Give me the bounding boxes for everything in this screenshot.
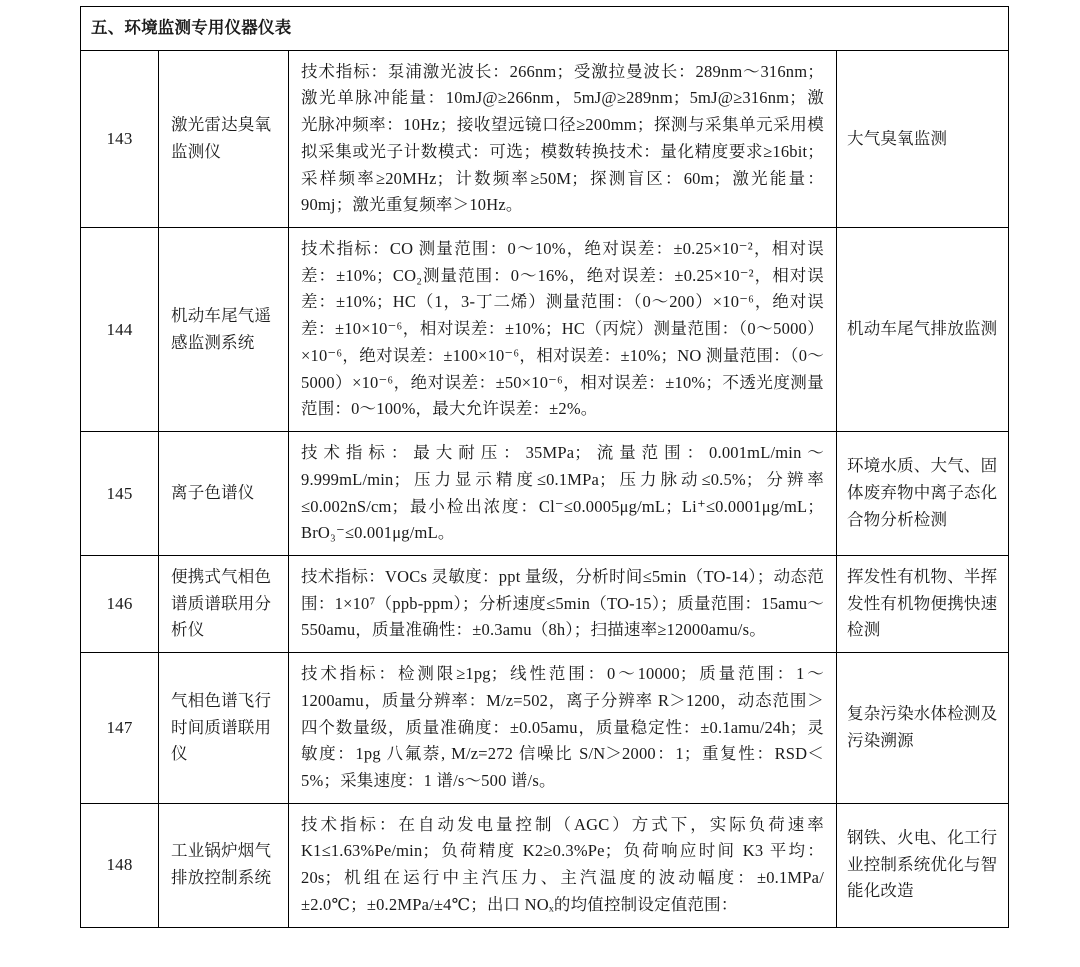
row-application: 钢铁、火电、化工行业控制系统优化与智能化改造 <box>837 803 1009 927</box>
row-specification: 技术指标：在自动发电量控制（AGC）方式下，实际负荷速率 K1≤1.63%Pe/min；负荷精度 K2≥0.3%Pe；负荷响应时间 K3 平均：20s；机组在运行中主汽压力、主汽温度的波动幅度：±0.1MPa/±2.0℃；±0.2MPa/±4℃；出口 NOₓ的均值控制设定值范围： <box>289 803 837 927</box>
table-body <box>81 7 1009 928</box>
equipment-table <box>80 6 1009 928</box>
row-number: 148 <box>81 803 159 927</box>
row-number: 144 <box>81 228 159 432</box>
row-specification: 技术指标：泵浦激光波长：266nm；受激拉曼波长：289nm～316nm；激光单脉冲能量：10mJ@≥266nm，5mJ@≥289nm；5mJ@≥316nm；激光脉冲频率：10Hz；接收望远镜口径≥200mm；探测与采集单元采用模拟采集或光子计数模式：可选；模数转换技术：量化精度要求≥16bit；采样频率≥20MHz；计数频率≥50M；探测盲区：60m；激光能量：90mj；激光重复频率＞10Hz。 <box>289 50 837 227</box>
row-equipment-name: 工业锅炉烟气排放控制系统 <box>159 803 289 927</box>
table-row <box>81 555 1009 652</box>
row-application: 环境水质、大气、固体废弃物中离子态化合物分析检测 <box>837 432 1009 556</box>
row-application: 大气臭氧监测 <box>837 50 1009 227</box>
row-equipment-name: 机动车尾气遥感监测系统 <box>159 228 289 432</box>
section-heading: 五、环境监测专用仪器仪表 <box>81 7 1009 51</box>
row-application: 挥发性有机物、半挥发性有机物便携快速检测 <box>837 555 1009 652</box>
section-heading-row <box>81 7 1009 51</box>
row-number: 143 <box>81 50 159 227</box>
table-row <box>81 653 1009 804</box>
row-application: 复杂污染水体检测及污染溯源 <box>837 653 1009 804</box>
row-equipment-name: 气相色谱飞行时间质谱联用仪 <box>159 653 289 804</box>
row-specification: 技术指标：最大耐压：35MPa；流量范围：0.001mL/min～9.999mL/min；压力显示精度≤0.1MPa；压力脉动≤0.5%；分辨率≤0.002nS/cm；最小检出浓度：Cl⁻≤0.0005μg/mL；Li⁺≤0.0001μg/mL；BrO₃⁻≤0.001μg/mL。 <box>289 432 837 556</box>
table-row <box>81 50 1009 227</box>
row-application: 机动车尾气排放监测 <box>837 228 1009 432</box>
row-number: 146 <box>81 555 159 652</box>
row-specification: 技术指标：VOCs 灵敏度：ppt 量级，分析时间≤5min（TO-14）；动态范围：1×10⁷（ppb-ppm）；分析速度≤5min（TO-15）；质量范围：15amu～550amu，质量准确性：±0.3amu（8h）；扫描速率≥12000amu/s。 <box>289 555 837 652</box>
row-number: 145 <box>81 432 159 556</box>
row-equipment-name: 离子色谱仪 <box>159 432 289 556</box>
row-equipment-name: 便携式气相色谱质谱联用分析仪 <box>159 555 289 652</box>
table-row <box>81 803 1009 927</box>
row-specification: 技术指标：CO 测量范围：0～10%，绝对误差：±0.25×10⁻²，相对误差：±10%；CO₂测量范围：0～16%，绝对误差：±0.25×10⁻²，相对误差：±10%；HC（1，3-丁二烯）测量范围：（0～200）×10⁻⁶，绝对误差：±10×10⁻⁶，相对误差：±10%；HC（丙烷）测量范围：（0～5000）×10⁻⁶，绝对误差：±100×10⁻⁶，相对误差：±10%；NO 测量范围：（0～5000）×10⁻⁶，绝对误差：±50×10⁻⁶，相对误差：±10%；不透光度测量范围：0～100%，最大允许误差：±2%。 <box>289 228 837 432</box>
row-number: 147 <box>81 653 159 804</box>
table-row <box>81 432 1009 556</box>
row-equipment-name: 激光雷达臭氧监测仪 <box>159 50 289 227</box>
row-specification: 技术指标：检测限≥1pg；线性范围：0～10000；质量范围：1～1200amu，质量分辨率：M/z=502，离子分辨率 R＞1200，动态范围＞四个数量级，质量准确度：±0.05amu，质量稳定性：±0.1amu/24h；灵敏度：1pg 八氟萘, M/z=272 信噪比 S/N＞2000：1；重复性：RSD＜5%；采集速度：1 谱/s～500 谱/s。 <box>289 653 837 804</box>
table-row <box>81 228 1009 432</box>
